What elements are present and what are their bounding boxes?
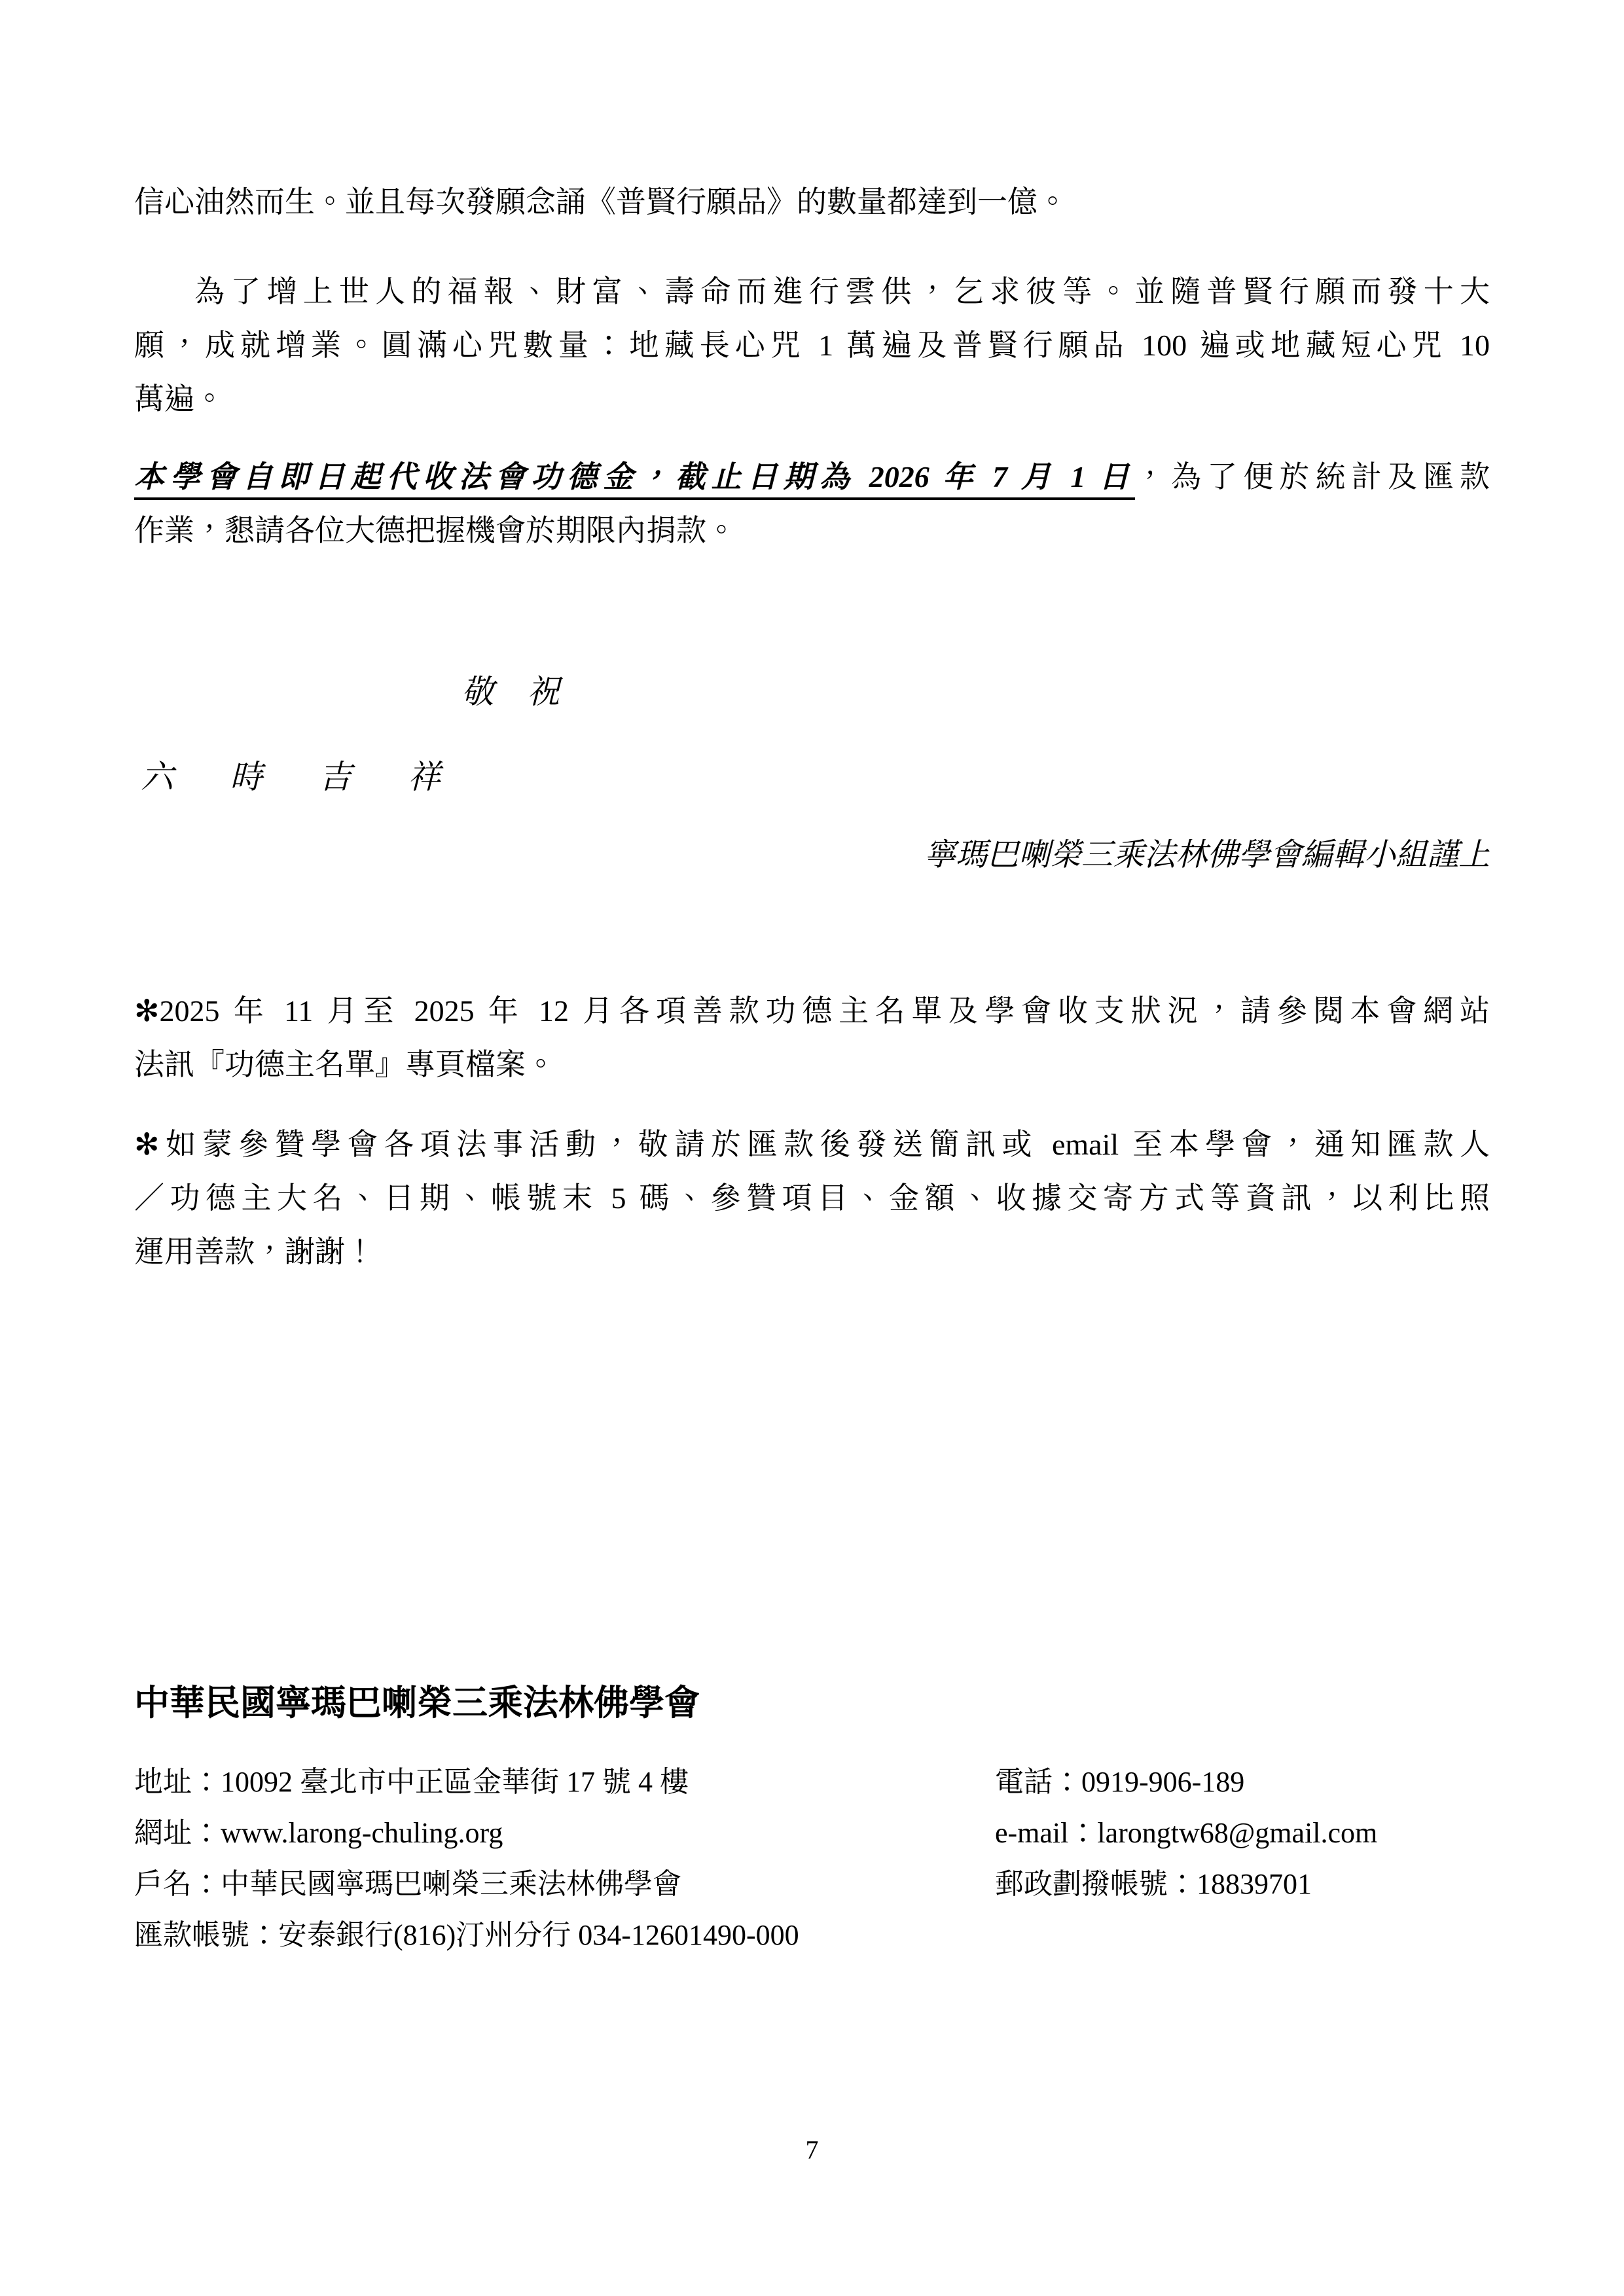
deadline-underlined-text: 本學會自即日起代收法會功德金，截止日期為 2026 年 7 月 1 日 xyxy=(134,460,1135,500)
text-line: ✻2025 年 11 月至 2025 年 12 月各項善款功德主名單及學會收支狀況，請參閱本會網站 xyxy=(134,994,1490,1028)
text-line: 作業，懇請各位大德把握機會於期限內捐款。 xyxy=(134,514,736,547)
text-line: 願，成就增業。圓滿心咒數量：地藏長心咒 1 萬遍及普賢行願品 100 遍或地藏短心咒 10 xyxy=(134,329,1490,362)
closing-salute: 敬 祝 xyxy=(461,673,560,710)
text-line: ✻如蒙參贊學會各項法事活動，敬請於匯款後發送簡訊或 email 至本學會，通知匯款人 xyxy=(134,1128,1490,1161)
closing-blessing: 六 時 吉 祥 xyxy=(141,759,452,795)
contact-phone: 電話：0919-906-189 xyxy=(995,1766,1245,1798)
text-line xyxy=(134,450,1490,504)
paragraph-cloud-offering xyxy=(134,265,1490,426)
contact-postal-giro: 郵政劃撥帳號：18839701 xyxy=(995,1868,1312,1900)
footer-contact-table xyxy=(134,1757,1490,1961)
text-line: 萬遍。 xyxy=(134,382,225,416)
deadline-rest-text: ，為了便於統計及匯款 xyxy=(1135,460,1490,493)
contact-address: 地址：10092 臺北市中正區金華街 17 號 4 樓 xyxy=(134,1766,689,1798)
text-line: 為了增上世人的福報、財富、壽命而進行雲供，乞求彼等。並隨普賢行願而發十大 xyxy=(194,275,1490,308)
text-line: ／功德主大名、日期、帳號末 5 碼、參贊項目、金額、收據交寄方式等資訊，以利比照 xyxy=(134,1181,1490,1215)
footer-org-name: 中華民國寧瑪巴喇榮三乘法林佛學會 xyxy=(134,1683,700,1723)
paragraph-deadline xyxy=(134,450,1490,558)
text-line: 運用善款，謝謝！ xyxy=(134,1235,375,1268)
contact-email: e-mail：larongtw68@gmail.com xyxy=(995,1817,1378,1849)
paragraph-opening xyxy=(134,175,1490,229)
note-remittance-info xyxy=(134,1118,1490,1279)
note-donor-list xyxy=(134,984,1490,1092)
text-line: 信心油然而生。並且每次發願念誦《普賢行願品》的數量都達到一億。 xyxy=(134,185,1068,219)
contact-account-name: 戶名：中華民國寧瑪巴喇榮三乘法林佛學會 xyxy=(134,1868,681,1900)
page-number: 7 xyxy=(805,2135,819,2164)
contact-bank-account: 匯款帳號：安泰銀行(816)汀州分行 034-12601490-000 xyxy=(134,1919,799,1951)
contact-empty xyxy=(995,1910,1490,1961)
closing-signature: 寧瑪巴喇榮三乘法林佛學會編輯小組謹上 xyxy=(924,838,1490,872)
text-line: 法訊『功德主名單』專頁檔案。 xyxy=(134,1048,556,1081)
contact-website: 網址：www.larong-chuling.org xyxy=(134,1817,503,1849)
